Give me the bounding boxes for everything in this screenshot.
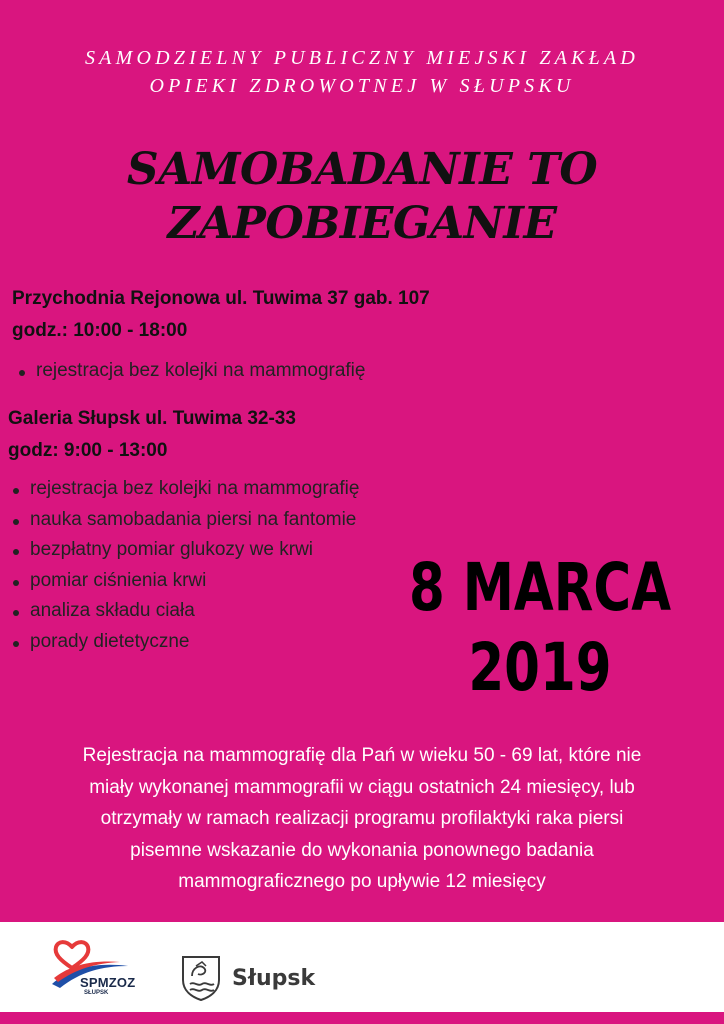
- note-line: pisemne wskazanie do wykonania ponownego badania: [130, 839, 594, 861]
- note-line: miały wykonanej mammografii w ciągu ostatnich 24 miesięcy, lub: [89, 776, 635, 798]
- location-1-title: Przychodnia Rejonowa ul. Tuwima 37 gab. 107: [12, 288, 430, 309]
- location-2-title: Galeria Słupsk ul. Tuwima 32-33: [8, 408, 296, 429]
- location-1-list: [16, 356, 365, 387]
- location-2-hours: godz: 9:00 - 13:00: [8, 440, 168, 461]
- list-item: rejestracja bez kolejki na mammografię: [10, 474, 359, 505]
- list-item: rejestracja bez kolejki na mammografię: [16, 356, 365, 387]
- location-1-hours: godz.: 10:00 - 18:00: [12, 320, 188, 341]
- location-2-list: [10, 474, 359, 657]
- list-item: bezpłatny pomiar glukozy we krwi: [10, 535, 359, 566]
- spmzoz-logo-subtext: SŁUPSK: [84, 990, 109, 996]
- headline-line-1: SAMOBADANIE TO: [126, 144, 598, 195]
- organization-line-1: SAMODZIELNY PUBLICZNY MIEJSKI ZAKŁAD: [84, 47, 639, 69]
- spmzoz-logo: [50, 938, 160, 1000]
- event-date-year: 2019: [468, 629, 612, 706]
- spmzoz-logo-text: SPMZOZ: [80, 975, 136, 990]
- organization-name: [0, 44, 724, 100]
- list-item: pomiar ciśnienia krwi: [10, 566, 359, 597]
- footer-bottom-strip: [0, 1012, 724, 1024]
- headline: [0, 143, 724, 251]
- note-line: otrzymały w ramach realizacji programu profilaktyki raka piersi: [100, 808, 624, 829]
- list-item: nauka samobadania piersi na fantomie: [10, 505, 359, 536]
- slupsk-city-logo: [180, 954, 330, 1002]
- city-crest-icon: [180, 954, 222, 1002]
- note-line: mammograficznego po upływie 12 miesięcy: [178, 871, 546, 892]
- registration-note: [20, 740, 704, 898]
- headline-line-2: ZAPOBIEGANIE: [167, 198, 557, 249]
- event-date: [407, 548, 672, 708]
- list-item: porady dietetyczne: [10, 627, 359, 658]
- slupsk-logo-text: Słupsk: [232, 966, 316, 991]
- event-date-day-month: 8 MARCA: [408, 549, 672, 626]
- organization-line-2: OPIEKI ZDROWOTNEJ W SŁUPSKU: [149, 75, 575, 97]
- list-item: analiza składu ciała: [10, 596, 359, 627]
- note-line: Rejestracja na mammografię dla Pań w wieku 50 - 69 lat, które nie: [82, 745, 642, 766]
